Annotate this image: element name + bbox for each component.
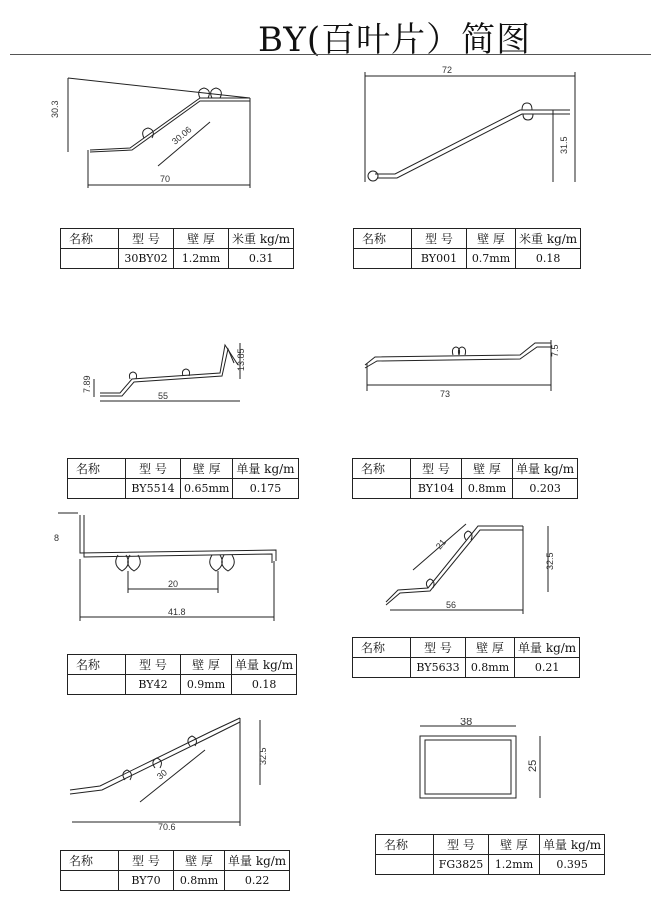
dim-fg3825-w: 38 (460, 718, 473, 728)
th-wall: 壁 厚 (489, 835, 540, 855)
th-wall: 壁 厚 (467, 229, 516, 249)
th-model: 型 号 (126, 459, 181, 479)
cell-model: BY104 (411, 479, 462, 499)
th-model: 型 号 (119, 851, 174, 871)
th-wall: 壁 厚 (462, 459, 513, 479)
cell-weight: 0.31 (229, 249, 294, 269)
dim-by70-h: 32.5 (258, 747, 268, 765)
th-weight: 米重 kg/m (516, 229, 581, 249)
cell-wall: 0.8mm (174, 871, 225, 891)
profile-drawing-30by02 (50, 70, 270, 200)
cell-wall: 0.7mm (467, 249, 516, 269)
dim-by5633-w: 56 (446, 600, 457, 610)
page-title: BY(百叶片）简图 (258, 20, 532, 60)
cell-model: BY5514 (126, 479, 181, 499)
cell-wall: 0.65mm (181, 479, 233, 499)
profile-drawing-fg3825 (410, 718, 560, 808)
cell-wall: 0.8mm (462, 479, 513, 499)
th-model: 型 号 (126, 655, 181, 675)
th-name: 名称 (354, 229, 412, 249)
cell-name (353, 658, 411, 678)
th-weight: 单量 kg/m (232, 655, 297, 675)
cell-wall: 1.2mm (174, 249, 229, 269)
th-name: 名称 (376, 835, 434, 855)
dim-by42-w: 41.8 (168, 607, 186, 617)
spec-table-by70 (60, 850, 290, 891)
dim-by5633-h: 32.5 (545, 552, 555, 570)
cell-model: BY5633 (411, 658, 466, 678)
spec-table-by104 (352, 458, 578, 499)
dim-by42-d: 20 (168, 579, 179, 589)
th-name: 名称 (61, 229, 119, 249)
th-weight: 单量 kg/m (233, 459, 298, 479)
profile-drawing-by5514 (80, 335, 250, 415)
cell-name (354, 249, 412, 269)
th-model: 型 号 (411, 459, 462, 479)
dim-by5514-h1: 13.85 (236, 348, 246, 371)
cell-model: FG3825 (434, 855, 489, 875)
th-weight: 单量 kg/m (225, 851, 290, 871)
cell-model: BY42 (126, 675, 181, 695)
spec-table-by001 (353, 228, 581, 269)
cell-wall: 1.2mm (489, 855, 540, 875)
dim-by104-h: 7.5 (550, 344, 560, 357)
dim-fg3825-h: 25 (527, 759, 539, 772)
cell-model: BY70 (119, 871, 174, 891)
profile-drawing-by5633 (378, 512, 568, 617)
cell-name (353, 479, 411, 499)
th-wall: 壁 厚 (174, 229, 229, 249)
th-model: 型 号 (434, 835, 489, 855)
th-model: 型 号 (412, 229, 467, 249)
cell-weight: 0.203 (513, 479, 578, 499)
cell-name (61, 249, 119, 269)
cell-name (68, 675, 126, 695)
th-name: 名称 (68, 459, 126, 479)
spec-table-by42 (67, 654, 297, 695)
dim-30by02-d: 30.06 (169, 124, 194, 147)
dim-30by02-h: 30.3 (50, 100, 60, 118)
dim-by5633-d: 21 (433, 537, 448, 552)
cell-weight: 0.175 (233, 479, 298, 499)
profile-drawing-by42 (48, 505, 288, 625)
cell-wall: 0.8mm (466, 658, 515, 678)
spec-table-by5633 (352, 637, 580, 678)
profile-drawing-by001 (355, 62, 585, 192)
cell-weight: 0.22 (225, 871, 290, 891)
dim-by001-h: 31.5 (559, 136, 569, 154)
th-wall: 壁 厚 (174, 851, 225, 871)
cell-weight: 0.18 (516, 249, 581, 269)
profile-drawing-by104 (355, 335, 570, 405)
th-weight: 米重 kg/m (229, 229, 294, 249)
cell-name (68, 479, 126, 499)
spec-table-30by02 (60, 228, 294, 269)
th-wall: 壁 厚 (181, 459, 233, 479)
dim-by42-h: 8 (54, 533, 60, 543)
th-model: 型 号 (411, 638, 466, 658)
dim-by5514-h2: 7.89 (82, 375, 92, 393)
cell-model: 30BY02 (119, 249, 174, 269)
profile-drawing-by70 (60, 710, 275, 835)
th-name: 名称 (353, 459, 411, 479)
cell-weight: 0.395 (540, 855, 605, 875)
dim-by70-w: 70.6 (158, 822, 176, 832)
th-name: 名称 (61, 851, 119, 871)
cell-weight: 0.21 (515, 658, 580, 678)
dim-by70-d: 30 (154, 767, 169, 782)
th-weight: 单量 kg/m (540, 835, 605, 855)
th-weight: 单量 kg/m (513, 459, 578, 479)
cell-wall: 0.9mm (181, 675, 232, 695)
th-name: 名称 (68, 655, 126, 675)
th-wall: 壁 厚 (181, 655, 232, 675)
th-model: 型 号 (119, 229, 174, 249)
dim-by5514-w: 55 (158, 391, 169, 401)
dim-by104-w: 73 (440, 389, 451, 399)
cell-weight: 0.18 (232, 675, 297, 695)
dim-by001-w: 72 (442, 65, 453, 75)
spec-table-fg3825 (375, 834, 605, 875)
cell-model: BY001 (412, 249, 467, 269)
th-weight: 单量 kg/m (515, 638, 580, 658)
th-wall: 壁 厚 (466, 638, 515, 658)
spec-table-by5514 (67, 458, 299, 499)
th-name: 名称 (353, 638, 411, 658)
dim-30by02-w: 70 (160, 174, 171, 184)
cell-name (61, 871, 119, 891)
cell-name (376, 855, 434, 875)
title-rule (10, 54, 651, 55)
